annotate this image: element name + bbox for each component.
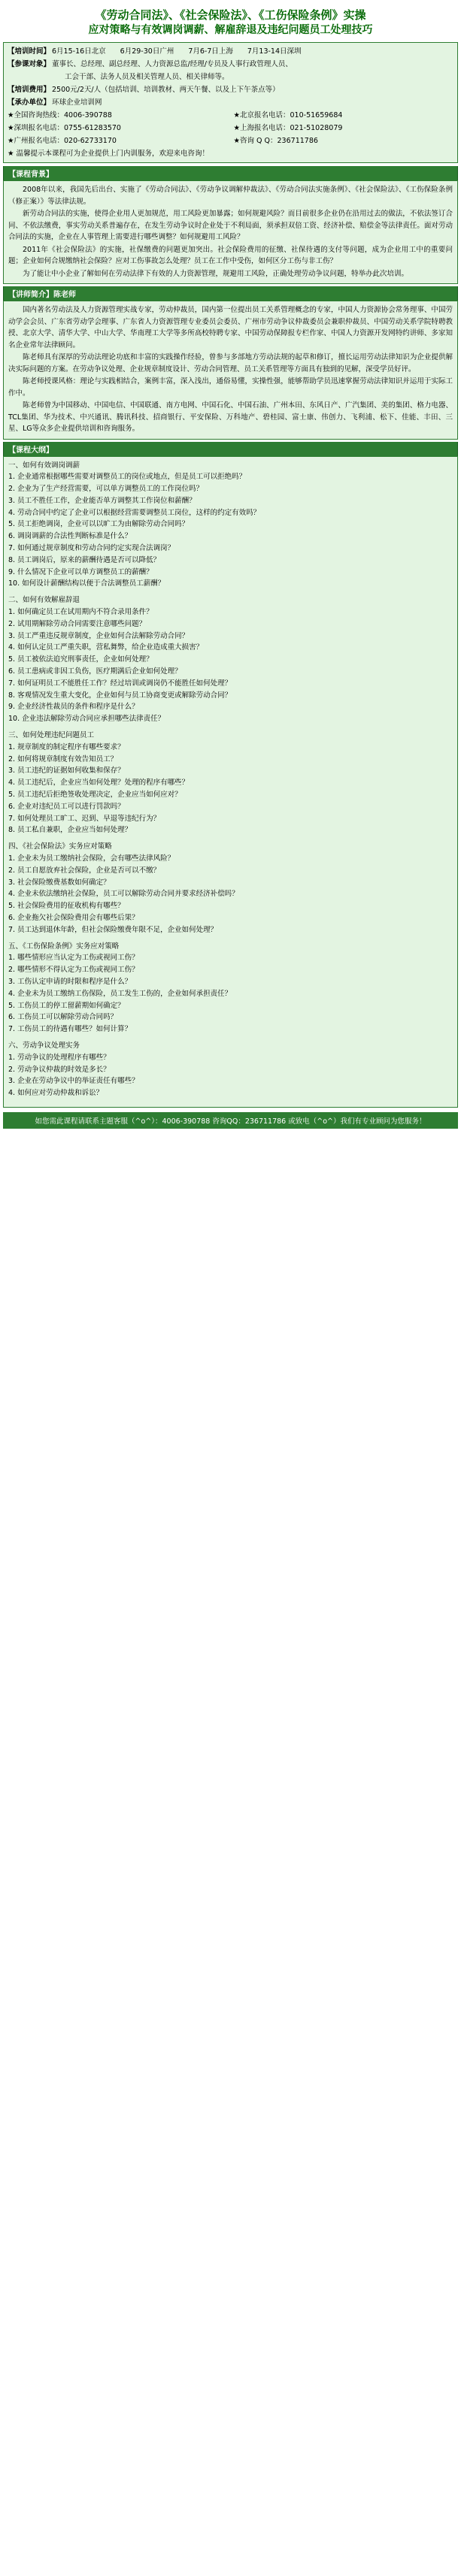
organizer-row xyxy=(8,96,453,109)
outline-item: 2. 如何将规章制度有效告知员工？ xyxy=(8,754,118,763)
outline-item: 6. 员工患病或非因工负伤，医疗期满后企业如何处理？ xyxy=(8,667,182,676)
outline-item: 4. 如何认定员工严重失职，营私舞弊，给企业造成重大损害？ xyxy=(8,643,204,652)
outline-item: 7. 如何通过规章制度和劳动合同约定实现合法调岗？ xyxy=(8,544,175,553)
background-section-header: 【课程背景】 xyxy=(3,166,458,180)
organizer-value: 环球企业培训网 xyxy=(52,98,102,107)
outline-heading: 一、如何有效调岗调薪 xyxy=(8,461,80,470)
outline-item: 1. 规章制度的制定程序有哪些要求？ xyxy=(8,742,125,751)
background-paragraph: 为了能让中小企业了解如何在劳动法律下有效的人力资源管理，规避用工风险，正确处理劳动争议问题，特举办此次培训。 xyxy=(23,269,409,278)
contact-grid xyxy=(8,109,453,147)
outline-heading: 六、劳动争议处理实务 xyxy=(8,1041,80,1050)
outline-item: 7. 员工达到退休年龄，但社会保险缴费年限不足，企业如何处理？ xyxy=(8,925,218,934)
outline-item: 1. 劳动争议的处理程序有哪些？ xyxy=(8,1053,111,1062)
outline-group xyxy=(8,941,453,1036)
fee-label: 【培训费用】 xyxy=(8,86,51,94)
page-subtitle: 应对策略与有效调岗调薪、解雇辞退及违纪问题员工处理技巧 xyxy=(88,24,373,36)
outline-item: 4. 员工违纪后，企业应当如何处理？处理的程序有哪些？ xyxy=(8,779,190,788)
instructor-paragraph: 陈老师授课风格：理论与实践相结合，案例丰富，深入浅出，通俗易懂，实操性强，能够帮助学员迅速掌握劳动法律知识并运用于实际工作中。 xyxy=(8,377,453,398)
outline-heading: 五、《工伤保险条例》实务应对策略 xyxy=(8,942,120,951)
outline-item: 8. 员工私自兼职，企业应当如何处理？ xyxy=(8,826,132,835)
instructor-paragraph: 陈老师具有深厚的劳动法理论功底和丰富的实践操作经验，曾参与多部地方劳动法规的起草和修订，擅长运用劳动法律知识为企业提供解决实际问题的方案。在劳动争议处理、企业规章制度设计、劳动合同管理、员工关系管理等方面具有独到的见解，深受学员好评。 xyxy=(8,353,453,373)
outline-item: 1. 企业未为员工缴纳社会保险，会有哪些法律风险？ xyxy=(8,854,175,863)
contact-hotline: ★全国咨询热线：4006-390788 xyxy=(8,111,112,119)
outline-group xyxy=(8,460,453,591)
outline-item: 6. 企业对违纪员工可以进行罚款吗？ xyxy=(8,802,125,811)
outline-item: 1. 企业通常根据哪些需要对调整员工的岗位或地点，但是员工可以拒绝吗？ xyxy=(8,473,247,482)
outline-item: 4. 劳动合同中约定了企业可以根据经营需要调整员工岗位，这样的约定有效吗？ xyxy=(8,508,261,517)
outline-item: 6. 企业拖欠社会保险费用会有哪些后果？ xyxy=(8,913,139,922)
outline-item: 4. 企业未依法缴纳社会保险，员工可以解除劳动合同并要求经济补偿吗？ xyxy=(8,890,239,899)
outline-group xyxy=(8,1040,453,1099)
outline-item: 4. 如何应对劳动仲裁和诉讼？ xyxy=(8,1089,104,1098)
contact-guangzhou: ★广州报名电话：020-62733170 xyxy=(8,137,117,145)
outline-item: 9. 企业经济性裁员的条件和程序是什么？ xyxy=(8,703,139,712)
outline-item: 2. 哪些情形不得认定为工伤或视同工伤？ xyxy=(8,966,139,975)
background-paragraph: 新劳动合同法的实施，使得企业用人更加规范，用工风险更加暴露；如何规避风险？而目前很多企业仍在沿用过去的做法，不依法签订合同、不依法缴费，事实劳动关系普遍存在，在发生劳动争议时企业处于不利局面，须承担双倍工资、经济补偿、赔偿金等法律责任。面对劳动合同法的实施，企业在人事管理上需要进行哪些调整？如何规避用工风险？ xyxy=(8,210,453,241)
course-info-box xyxy=(3,42,458,163)
outline-heading: 二、如何有效解雇辞退 xyxy=(8,596,80,605)
title-block xyxy=(3,3,458,39)
audience-label: 【参课对象】 xyxy=(8,60,51,68)
outline-heading: 四、《社会保险法》实务应对策略 xyxy=(8,842,112,851)
outline-item: 9. 什么情况下企业可以单方调整员工的薪酬？ xyxy=(8,567,153,576)
outline-section-header: 【课程大纲】 xyxy=(3,442,458,456)
instructor-section-body xyxy=(3,301,458,440)
audience-row xyxy=(8,58,453,71)
outline-item: 7. 工伤员工的待遇有哪些？如何计算？ xyxy=(8,1025,132,1034)
outline-item: 3. 员工严重违反规章制度，企业如何合法解除劳动合同？ xyxy=(8,631,190,640)
outline-item: 7. 如何处理员工旷工、迟到、早退等违纪行为？ xyxy=(8,814,161,823)
outline-item: 3. 员工违纪的证据如何收集和保存？ xyxy=(8,766,125,776)
outline-section-body xyxy=(3,456,458,1108)
fee-row xyxy=(8,83,453,96)
outline-item: 1. 如何确定员工在试用期内不符合录用条件？ xyxy=(8,608,153,617)
footer-bar: 如您需此课程请联系主题客服（^o^）：4006-390788 咨询QQ：236711786 或致电（^o^）我们有专业顾问为您服务！ xyxy=(3,1112,458,1129)
instructor-section-header: 【讲师简介】陈老师 xyxy=(3,286,458,301)
background-paragraph: 2011年《社会保险法》的实施，社保缴费的问题更加突出。社会保险费用的征缴、社保待遇的支付等问题，成为企业用工中的重要问题；企业如何合规缴纳社会保险？应对工伤事故怎么处理？员工在工作中受伤，如何区分工伤与非工伤？ xyxy=(8,245,453,265)
outline-heading: 三、如何处理违纪问题员工 xyxy=(8,731,95,740)
reminder-note: ★ 温馨提示本课程可为企业提供上门内训服务，欢迎来电咨询！ xyxy=(8,150,210,158)
contact-shanghai: ★上海报名电话：021-51028079 xyxy=(233,124,343,132)
outline-item: 5. 员工拒绝调岗，企业可以以旷工为由解除劳动合同吗？ xyxy=(8,520,190,529)
outline-item: 8. 客观情况发生重大变化，企业如何与员工协商变更或解除劳动合同？ xyxy=(8,691,232,700)
outline-item: 5. 社会保险费用的征收机构有哪些？ xyxy=(8,902,125,911)
fee-value: 2500元/2天/人（包括培训、培训教材、两天午餐、以及上下午茶点等） xyxy=(52,86,280,94)
outline-item: 7. 如何证明员工不能胜任工作？经过培训或调岗仍不能胜任如何处理？ xyxy=(8,679,232,688)
audience-value: 董事长、总经理、副总经理、人力资源总监/经理/专员及人事行政管理人员、 xyxy=(52,60,293,68)
instructor-paragraph: 国内著名劳动法及人力资源管理实战专家，劳动仲裁员，国内第一位提出员工关系管理概念的专家，中国人力资源协会常务理事、中国劳动学会会员、广东省劳动学会理事、广东省人力资源管理专业委员会委员、广州市劳动争议仲裁委员会兼职仲裁员、中国劳动关系学院特聘教授、北京大学、清华大学、中山大学、华南理工大学等多所高校特聘专家、中国劳动保障报专栏作家、中国人力资源开发网特约讲师、多家知名企业常年法律顾问。 xyxy=(8,306,453,349)
outline-item: 3. 社会保险缴费基数如何确定？ xyxy=(8,878,111,887)
outline-item: 8. 员工调岗后，原来的薪酬待遇是否可以降低？ xyxy=(8,555,161,564)
training-time-label: 【培训时间】 xyxy=(8,47,51,56)
background-paragraph: 2008年以来，我国先后出台、实施了《劳动合同法》、《劳动争议调解仲裁法》、《劳动合同法实施条例》、《社会保险法》、《工伤保险条例（修正案）》等法律法规。 xyxy=(8,186,453,206)
outline-group xyxy=(8,841,453,936)
outline-item: 3. 工伤认定申请的时限和程序是什么？ xyxy=(8,977,132,986)
outline-group xyxy=(8,730,453,836)
outline-item: 4. 企业未为员工缴纳工伤保险，员工发生工伤的，企业如何承担责任？ xyxy=(8,989,232,998)
outline-item: 5. 员工违纪后拒绝签收处理决定，企业应当如何应对？ xyxy=(8,791,182,800)
training-time-row xyxy=(8,45,453,58)
training-time-value: 6月15-16日北京 6月29-30日广州 7月6-7日上海 7月13-14日深圳 xyxy=(52,47,302,56)
contact-shenzhen: ★深圳报名电话：0755-61283570 xyxy=(8,124,121,132)
outline-item: 2. 企业为了生产经营需要，可以单方调整员工的工作岗位吗？ xyxy=(8,485,204,494)
outline-item: 2. 劳动争议仲裁的时效是多长？ xyxy=(8,1065,111,1074)
outline-item: 2. 试用期解除劳动合同需要注意哪些问题？ xyxy=(8,619,147,628)
contact-beijing: ★北京报名电话：010-51659684 xyxy=(233,111,343,119)
outline-item: 5. 员工被依法追究刑事责任，企业如何处理？ xyxy=(8,655,153,664)
contact-qq: ★咨询 Q Q：236711786 xyxy=(233,137,318,145)
outline-item: 3. 员工不胜任工作，企业能否单方调整其工作岗位和薪酬？ xyxy=(8,496,196,505)
outline-item: 2. 员工自愿放弃社会保险，企业是否可以不缴？ xyxy=(8,866,161,875)
audience-value-continued: 工会干部、法务人员及相关管理人员、相关律师等。 xyxy=(65,73,229,81)
outline-item: 5. 工伤员工的停工留薪期如何确定？ xyxy=(8,1001,125,1010)
outline-item: 10. 企业违法解除劳动合同应承担哪些法律责任？ xyxy=(8,715,165,724)
outline-item: 1. 哪些情形应当认定为工伤或视同工伤？ xyxy=(8,954,139,963)
outline-item: 3. 企业在劳动争议中的举证责任有哪些？ xyxy=(8,1077,139,1086)
page-title: 《劳动合同法》、《社会保险法》、《工伤保险条例》实操 xyxy=(95,8,366,22)
background-section-body xyxy=(3,180,458,284)
outline-item: 6. 工伤员工可以解除劳动合同吗？ xyxy=(8,1013,118,1022)
outline-item: 10. 如何设计薪酬结构以便于合法调整员工薪酬？ xyxy=(8,579,165,588)
instructor-paragraph: 陈老师曾为中国移动、中国电信、中国联通、南方电网、中国石化、中国石油、广州本田、东风日产、广汽集团、美的集团、格力电器、TCL集团、华为技术、中兴通讯、腾讯科技、招商银行、平安保险、万科地产、碧桂园、富士康、伟创力、飞利浦、松下、佳能、丰田、三星、LG等众多企业提供培训和咨询服务。 xyxy=(8,401,453,433)
organizer-label: 【承办单位】 xyxy=(8,98,51,107)
outline-item: 6. 调岗调薪的合法性判断标准是什么？ xyxy=(8,532,132,541)
outline-group xyxy=(8,594,453,725)
